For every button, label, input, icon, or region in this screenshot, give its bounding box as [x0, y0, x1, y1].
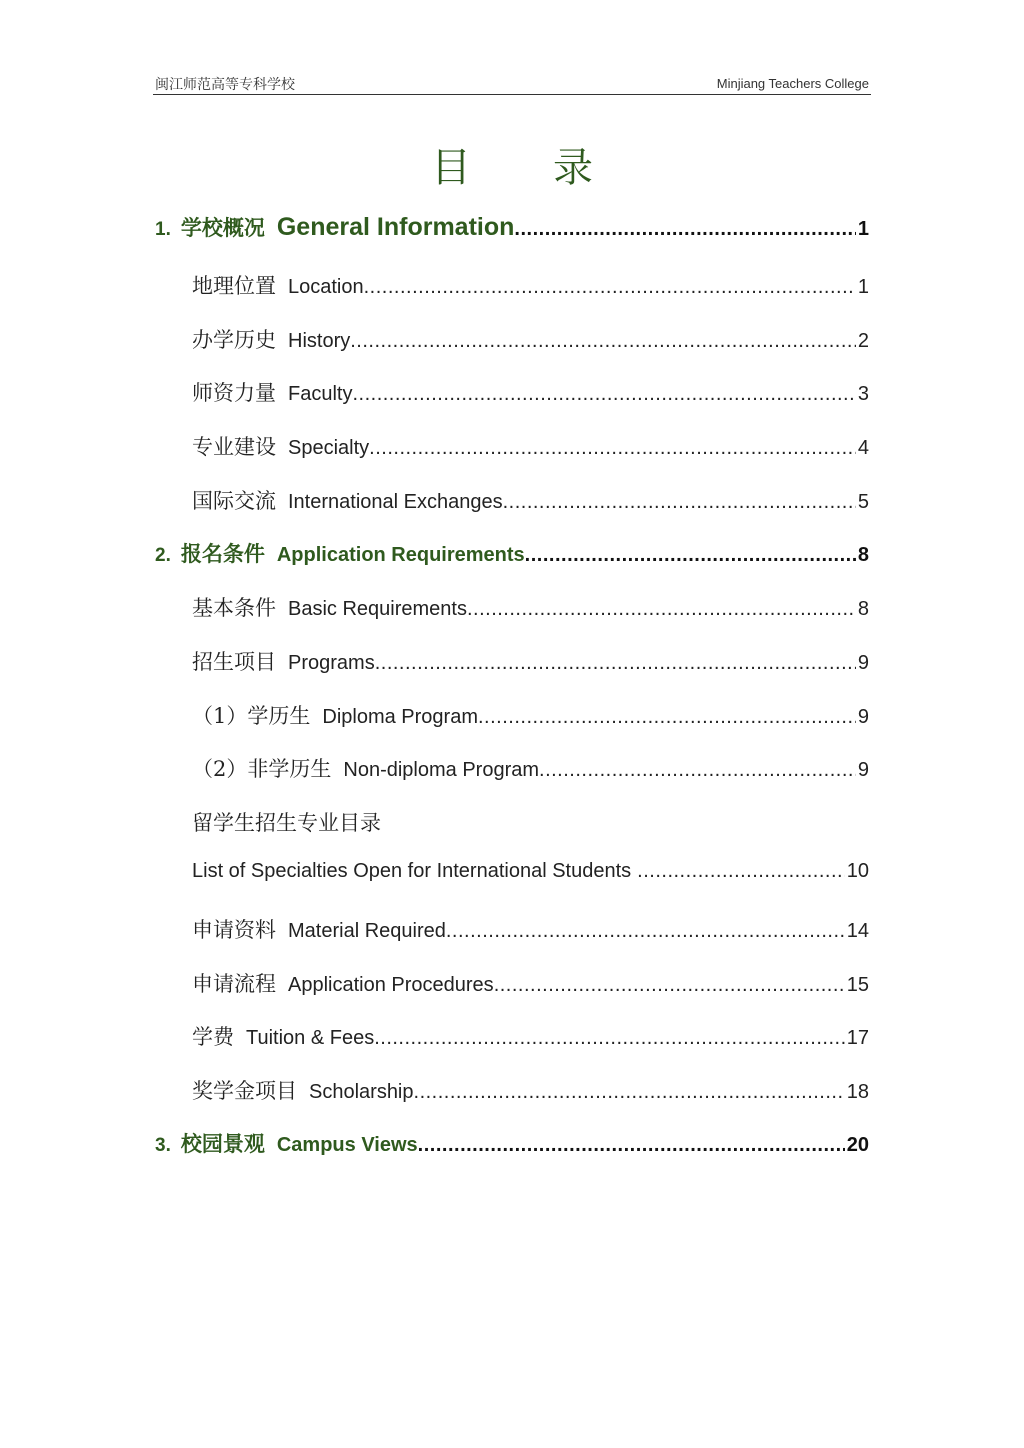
toc-entry-title-cn: （1）学历生 [192, 704, 311, 728]
toc-entry-material-required[interactable] [192, 914, 869, 944]
toc-entry-specialty-list-cn[interactable]: 留学生招生专业目录 [192, 811, 381, 835]
toc-page-number: 18 [846, 1081, 869, 1103]
toc-entry-application-procedures[interactable] [192, 968, 869, 998]
toc-entry-title-cn: 专业建设 [192, 435, 276, 459]
toc-section-number: 1. [155, 219, 171, 240]
toc-leader-dots [446, 920, 845, 943]
toc-section-title-en: Application Requirements [276, 544, 525, 566]
toc-entry-title-cn: （2）非学历生 [192, 757, 332, 781]
toc-entry-title-en: Faculty [288, 383, 353, 405]
toc-entry-title-en: Programs [288, 652, 375, 674]
toc-page-number: 1 [857, 276, 869, 298]
toc-leader-dots [494, 974, 845, 997]
toc-page-number: 8 [857, 598, 869, 620]
toc-section-title-cn: 学校概况 [180, 216, 265, 240]
toc-entry-scholarship[interactable] [192, 1075, 869, 1105]
toc-leader-dots [637, 860, 845, 883]
toc-page-number: 9 [857, 759, 869, 781]
toc-entry-title-cn: 申请流程 [192, 972, 276, 996]
toc-entry-title-en: International Exchanges [288, 491, 503, 513]
toc-leader-dots [414, 1081, 845, 1104]
toc-entry-title-en: Basic Requirements [288, 598, 467, 620]
toc-section-title-en: Campus Views [276, 1134, 418, 1156]
toc-entry-title-cn: 申请资料 [192, 918, 276, 942]
toc-entry-title-en: History [288, 330, 351, 352]
header-school-name-en: Minjiang Teachers College [716, 76, 869, 91]
toc-entry-international-exchanges[interactable] [192, 485, 869, 515]
toc-entry-title-cn: 地理位置 [192, 274, 276, 298]
toc-page-number: 15 [846, 974, 869, 996]
toc-leader-dots [514, 218, 855, 241]
toc-title: 目录 [431, 145, 675, 191]
toc-section-number: 3. [155, 1135, 171, 1156]
toc-page-number: 2 [857, 330, 869, 352]
toc-leader-dots [364, 276, 856, 299]
toc-entry-faculty[interactable] [192, 377, 869, 407]
toc-entry-title-cn: 国际交流 [192, 489, 276, 513]
toc-entry-specialty-list[interactable] [192, 860, 869, 890]
toc-page-number: 20 [846, 1134, 869, 1156]
toc-section-title-en: General Information [276, 213, 515, 241]
toc-section-title-cn: 报名条件 [180, 542, 265, 566]
toc-leader-dots [352, 383, 855, 406]
toc-entry-history[interactable] [192, 324, 869, 354]
toc-section-application-requirements[interactable] [155, 538, 869, 568]
toc-leader-dots [418, 1134, 845, 1157]
toc-entry-title-en: Specialty [288, 437, 370, 459]
toc-page-number: 8 [857, 544, 869, 566]
toc-leader-dots [369, 437, 856, 460]
toc-entry-title-en: List of Specialties Open for International Students [192, 860, 632, 882]
toc-page-number: 17 [846, 1027, 869, 1049]
toc-entry-basic-requirements[interactable] [192, 592, 869, 622]
toc-entry-title-en: Location [288, 276, 364, 298]
toc-leader-dots [539, 759, 856, 782]
header-school-name-cn: 闽江师范高等专科学校 [155, 77, 295, 93]
toc-entry-title-cn: 学费 [192, 1025, 234, 1049]
toc-entry-title-cn: 招生项目 [192, 650, 276, 674]
toc-page-number: 9 [857, 652, 869, 674]
toc-leader-dots [374, 1027, 845, 1050]
toc-leader-dots [350, 330, 856, 353]
toc-entry-title-en: Application Procedures [288, 974, 494, 996]
toc-leader-dots [525, 544, 856, 567]
toc-leader-dots [503, 491, 856, 514]
toc-page-number: 10 [846, 860, 869, 882]
toc-entry-title-cn: 基本条件 [192, 596, 276, 620]
toc-section-campus-views[interactable] [155, 1128, 869, 1158]
toc-entry-title-en: Non-diploma Program [343, 759, 540, 781]
toc-page-number: 3 [857, 383, 869, 405]
toc-section-general-information[interactable] [155, 212, 869, 242]
toc-section-number: 2. [155, 545, 171, 566]
toc-leader-dots [478, 706, 856, 729]
toc-entry-non-diploma-program[interactable] [192, 753, 869, 783]
toc-entry-specialty[interactable] [192, 431, 869, 461]
toc-section-title-cn: 校园景观 [180, 1132, 265, 1156]
toc-entry-diploma-program[interactable] [192, 700, 869, 730]
toc-entry-programs[interactable] [192, 646, 869, 676]
toc-page-number: 1 [857, 218, 869, 240]
toc-page-number: 4 [857, 437, 869, 459]
toc-entry-title-cn: 办学历史 [192, 328, 276, 352]
toc-page-number: 14 [846, 920, 869, 942]
toc-page-number: 9 [857, 706, 869, 728]
toc-entry-title-en: Tuition & Fees [246, 1027, 375, 1049]
toc-entry-title-en: Diploma Program [322, 706, 478, 728]
toc-entry-title-cn: 师资力量 [192, 381, 276, 405]
toc-leader-dots [467, 598, 856, 621]
toc-leader-dots [375, 652, 856, 675]
toc-entry-title-en: Scholarship [309, 1081, 414, 1103]
toc-entry-title-cn: 奖学金项目 [192, 1079, 297, 1103]
toc-entry-title-en: Material Required [288, 920, 446, 942]
toc-page-number: 5 [857, 491, 869, 513]
toc-entry-location[interactable] [192, 270, 869, 300]
toc-entry-tuition-fees[interactable] [192, 1021, 869, 1051]
